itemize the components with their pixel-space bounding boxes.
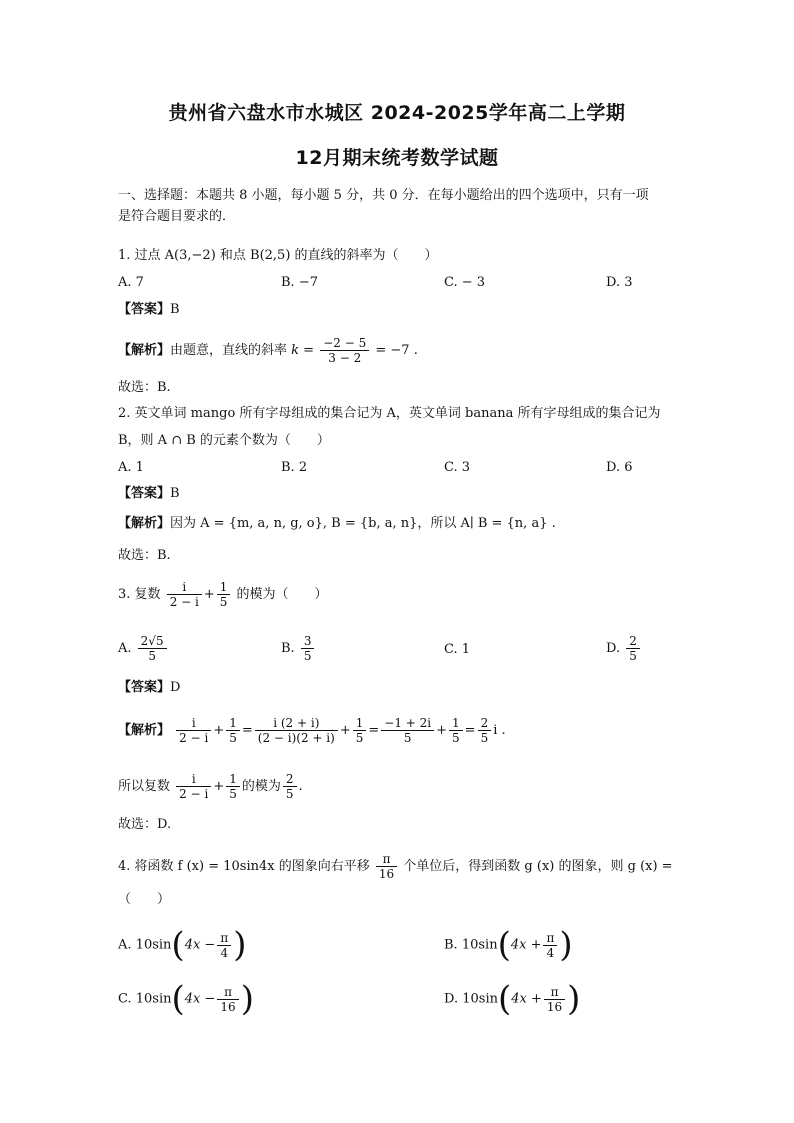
- q3-so: [118, 772, 303, 801]
- fraction-numerator: 1: [353, 716, 367, 731]
- fraction-numerator: 1: [449, 716, 463, 731]
- plus-sign: +: [213, 779, 225, 794]
- option-inner: 4x +: [510, 937, 542, 953]
- option-inner: 4x −: [184, 937, 216, 953]
- analysis-fraction-4: [353, 716, 367, 745]
- q4-stem: [118, 852, 673, 881]
- fraction-numerator: i: [167, 580, 202, 595]
- fraction-denominator: 5: [629, 649, 637, 663]
- exam-title-line1: 贵州省六盘水市水城区 2024-2025学年高二上学期: [168, 102, 626, 124]
- fraction-numerator: 2: [283, 772, 297, 787]
- option-label: A.: [118, 641, 132, 656]
- option-fraction: [626, 634, 640, 663]
- fraction-denominator: (2 − i)(2 + i): [257, 731, 335, 745]
- analysis-fraction-1: [176, 716, 211, 745]
- fraction-denominator: 3 − 2: [328, 351, 362, 365]
- analysis-label: 【解析】: [118, 516, 171, 531]
- fraction-denominator: 5: [229, 787, 237, 801]
- fraction-denominator: 16: [546, 999, 563, 1014]
- plus-sign: +: [203, 587, 215, 602]
- fraction-numerator: π: [376, 852, 397, 867]
- analysis-text: 由题意，直线的斜率: [170, 343, 288, 358]
- equals-sign: =: [368, 723, 380, 738]
- answer-value: B: [170, 486, 180, 501]
- q3-option-a: [118, 634, 169, 663]
- left-paren: (: [497, 979, 512, 1019]
- option-inner: 4x −: [184, 991, 216, 1007]
- q3-analysis: [118, 716, 506, 745]
- analysis-label: 【解析】: [118, 343, 171, 358]
- option-fraction: [217, 931, 231, 960]
- fraction-denominator: 5: [148, 649, 156, 663]
- fraction-numerator: i: [176, 772, 211, 787]
- so-middle: 的模为: [241, 779, 281, 794]
- fraction-numerator: 2: [478, 716, 492, 731]
- fraction-denominator: 4: [546, 945, 555, 960]
- q2-conclusion: 故选：B.: [118, 548, 171, 563]
- option-label: B.: [281, 641, 295, 656]
- option-function: 10sin: [135, 937, 172, 953]
- analysis-tail: i .: [493, 723, 506, 738]
- option-label: C.: [118, 991, 132, 1007]
- so-prefix: 所以复数: [118, 779, 171, 794]
- slope-symbol: k =: [291, 343, 315, 358]
- q1-answer: [118, 300, 180, 320]
- option-fraction: [301, 634, 315, 663]
- fraction-numerator: i: [176, 716, 211, 731]
- fraction-denominator: 5: [355, 731, 364, 745]
- fraction-numerator: 1: [226, 716, 240, 731]
- fraction-denominator: 5: [452, 731, 460, 745]
- fraction-denominator: 2 − i: [179, 731, 209, 745]
- analysis-result: = −7 .: [375, 343, 418, 358]
- answer-label: 【答案】: [118, 302, 171, 317]
- q2-answer: [118, 484, 180, 504]
- analysis-fraction-7: [478, 716, 492, 745]
- so-result-fraction: [283, 772, 297, 801]
- answer-value: B: [170, 302, 180, 317]
- option-function: 10sin: [461, 937, 498, 953]
- fraction-numerator: π: [544, 985, 565, 1000]
- option-fraction: [138, 634, 167, 663]
- left-paren: (: [171, 979, 185, 1019]
- right-paren: ): [240, 979, 254, 1019]
- fraction-denominator: 4: [220, 945, 229, 960]
- fraction-numerator: 3: [301, 634, 315, 649]
- q4-shift-fraction: [376, 852, 397, 881]
- q2-option-b: B. 2: [281, 460, 308, 475]
- q1-option-d: D. 3: [606, 275, 633, 290]
- option-label: D.: [606, 641, 621, 656]
- q3-option-d: [606, 634, 642, 663]
- plus-sign: +: [213, 723, 225, 738]
- fraction-numerator: −2 − 5: [320, 336, 369, 351]
- fraction-denominator: 5: [403, 731, 412, 745]
- q4-option-d: [444, 979, 581, 1019]
- fraction-numerator: i (2 + i): [255, 716, 338, 731]
- q3-fraction-2: [217, 580, 231, 609]
- exam-title-line2: 12月期末统考数学试题: [295, 147, 499, 169]
- left-paren: (: [171, 925, 185, 965]
- fraction-denominator: 5: [229, 731, 237, 745]
- fraction-numerator: −1 + 2i: [381, 716, 434, 731]
- q3-stem-suffix: 的模为（ ）: [236, 587, 328, 602]
- answer-label: 【答案】: [118, 486, 171, 501]
- q1-analysis: [118, 336, 418, 365]
- fraction-numerator: π: [217, 985, 238, 1000]
- q3-answer: [118, 678, 180, 698]
- analysis-fraction-2: [226, 716, 240, 745]
- fraction-denominator: 5: [303, 649, 312, 663]
- option-label: B.: [444, 937, 458, 953]
- q4-option-c: [118, 979, 254, 1019]
- option-label: A.: [118, 937, 132, 953]
- option-function: 10sin: [135, 991, 172, 1007]
- q4-option-b: [444, 925, 573, 965]
- option-fraction: [543, 931, 557, 960]
- left-paren: (: [497, 925, 511, 965]
- so-fraction-2: [226, 772, 240, 801]
- q2-option-a: A. 1: [118, 460, 144, 475]
- right-paren: ): [233, 925, 247, 965]
- fraction-numerator: 1: [217, 580, 231, 595]
- q2-stem-2: B，则 A ∩ B 的元素个数为（ ）: [118, 433, 330, 448]
- fraction-denominator: 5: [285, 787, 294, 801]
- option-inner: 4x +: [511, 991, 542, 1007]
- fraction-denominator: 2 − i: [169, 595, 199, 609]
- fraction-numerator: π: [217, 931, 231, 946]
- q4-stem-suffix: 个单位后，得到函数 g (x) 的图象，则 g (x) =: [403, 859, 673, 874]
- equals-sign: =: [241, 723, 253, 738]
- q1-option-a: A. 7: [118, 275, 144, 290]
- q3-conclusion: 故选：D.: [118, 817, 172, 832]
- fraction-numerator: 1: [226, 772, 240, 787]
- q3-fraction-1: [167, 580, 202, 609]
- section-intro-1: 一、选择题：本题共 8 小题，每小题 5 分，共 0 分．在每小题给出的四个选项中，只有一项: [118, 188, 649, 203]
- right-paren: ): [559, 925, 573, 965]
- q2-option-c: C. 3: [444, 460, 471, 475]
- q3-stem: [118, 580, 328, 609]
- equals-sign: =: [464, 723, 476, 738]
- fraction-denominator: 2 − i: [179, 787, 209, 801]
- fraction-denominator: 16: [378, 867, 395, 881]
- analysis-fraction-6: [449, 716, 463, 745]
- q2-stem-1: 2. 英文单词 mango 所有字母组成的集合记为 A，英文单词 banana 所有字母组成的集合记为: [118, 406, 661, 421]
- analysis-label: 【解析】: [118, 723, 171, 738]
- q1-option-c: C. − 3: [444, 275, 486, 290]
- q1-option-b: B. −7: [281, 275, 318, 290]
- plus-sign: +: [436, 723, 448, 738]
- q2-analysis: [118, 514, 556, 534]
- slope-fraction: [320, 336, 369, 365]
- q4-blank: （ ）: [118, 892, 171, 907]
- q4-option-a: [118, 925, 247, 965]
- q3-option-b: [281, 634, 316, 663]
- q3-option-c: C. 1: [444, 642, 471, 657]
- fraction-numerator: π: [543, 931, 557, 946]
- answer-label: 【答案】: [118, 680, 171, 695]
- answer-value: D: [170, 680, 181, 695]
- q2-option-d: D. 6: [606, 460, 633, 475]
- right-paren: ): [567, 979, 581, 1019]
- fraction-denominator: 5: [219, 595, 228, 609]
- q4-stem-prefix: 4. 将函数 f (x) = 10sin4x 的图象向右平移: [118, 859, 370, 874]
- section-intro-2: 是符合题目要求的．: [118, 209, 236, 224]
- fraction-denominator: 5: [480, 731, 489, 745]
- option-label: D.: [444, 991, 459, 1007]
- fraction-numerator: 2√5: [138, 634, 167, 649]
- q1-stem: 1. 过点 A(3,−2) 和点 B(2,5) 的直线的斜率为（ ）: [118, 248, 438, 263]
- fraction-numerator: 2: [626, 634, 640, 649]
- option-function: 10sin: [462, 991, 498, 1007]
- analysis-text: 因为 A = {m, a, n, g, o}, B = {b, a, n}，所以 A∣ B = {n, a} .: [170, 516, 556, 531]
- analysis-fraction-3: [255, 716, 338, 745]
- so-fraction-1: [176, 772, 211, 801]
- q1-conclusion: 故选：B.: [118, 380, 171, 395]
- analysis-fraction-5: [381, 716, 434, 745]
- so-end: .: [298, 779, 303, 794]
- option-fraction: [217, 985, 238, 1014]
- q3-stem-prefix: 3. 复数: [118, 587, 161, 602]
- option-fraction: [544, 985, 565, 1014]
- plus-sign: +: [339, 723, 351, 738]
- fraction-denominator: 16: [220, 999, 236, 1014]
